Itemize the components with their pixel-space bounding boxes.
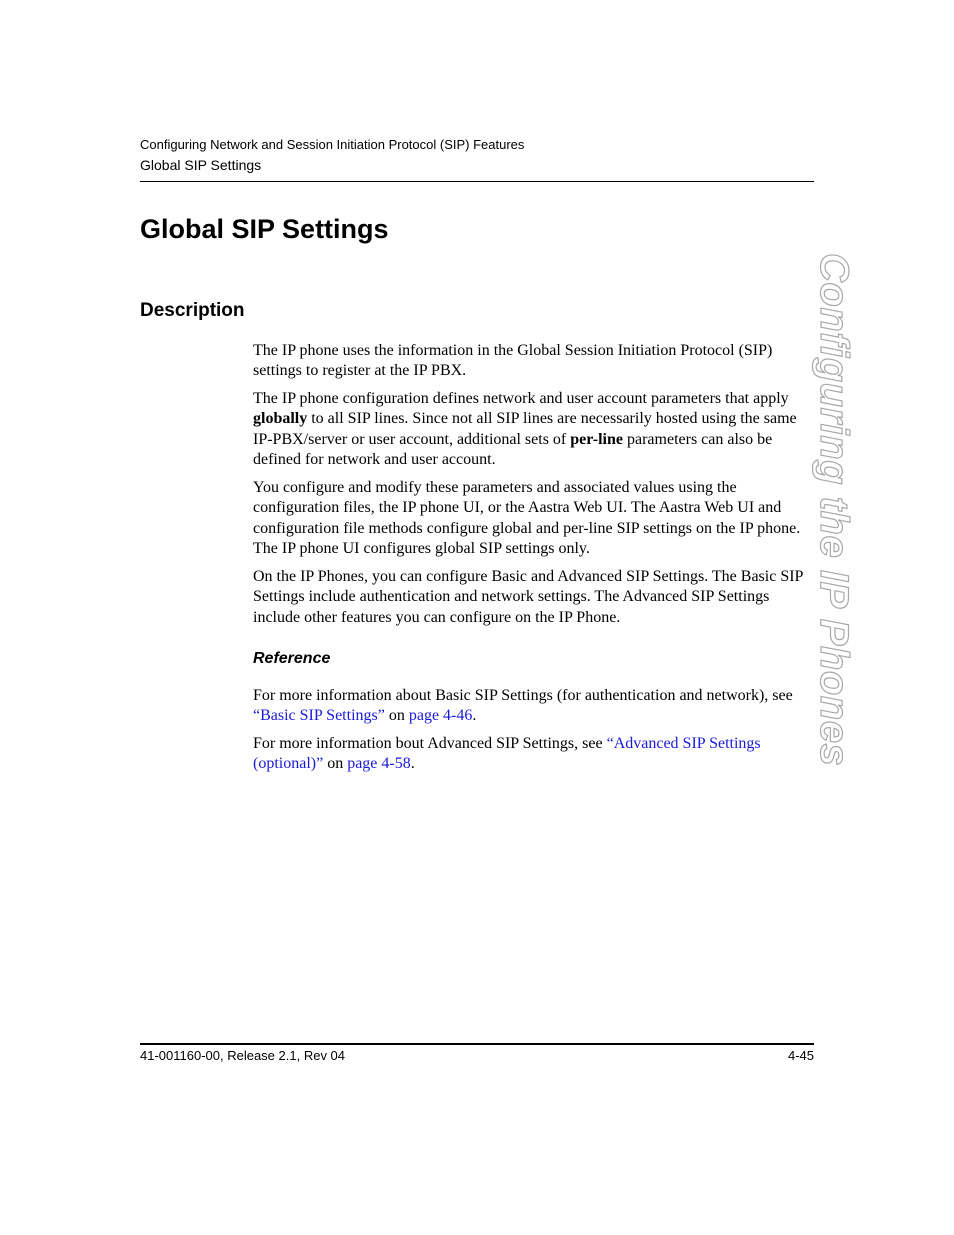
advanced-sip-settings-link[interactable]: “Advanced SIP Settings (optional)” <box>253 735 761 773</box>
description-paragraph-2 <box>253 389 815 470</box>
description-paragraph-4: On the IP Phones, you can configure Basic and Advanced SIP Settings. The Basic SIP Settings include authentication and network settings. The Advanced SIP Settings include other features you can configure on the IP Phone. <box>253 568 803 626</box>
p2-text-1: The IP phone configuration defines network and user account parameters that apply <box>253 390 789 407</box>
r2-text-3: . <box>410 755 415 773</box>
description-paragraph-1: The IP phone uses the information in the Global Session Initiation Protocol (SIP) settings to register at the IP PBX. <box>253 342 773 380</box>
r2-text-1: For more information bout Advanced SIP Settings, see <box>253 735 607 752</box>
running-header-section: Global SIP Settings <box>140 157 262 173</box>
reference-paragraph-1 <box>253 686 815 727</box>
description-paragraph-3: You configure and modify these parameters and associated values using the configuration files, the IP phone UI, or the Aastra Web UI. The Aastra Web UI and configuration file methods configure global and per-line SIP settings on the IP phone. The IP phone UI configures global SIP settings only. <box>253 479 801 557</box>
footer-document-id: 41-001160-00, Release 2.1, Rev 04 <box>140 1048 346 1063</box>
r1-text-3: . <box>472 707 477 725</box>
footer-divider <box>140 1043 814 1045</box>
globally-term: globally <box>253 410 308 428</box>
reference-paragraph-2 <box>253 734 815 775</box>
running-header-chapter: Configuring Network and Session Initiation Protocol (SIP) Features <box>140 137 525 152</box>
chapter-side-tab <box>812 253 856 767</box>
reference-heading: Reference <box>253 650 331 667</box>
header-divider <box>140 181 814 182</box>
description-heading: Description <box>140 300 245 321</box>
footer-page-number: 4-45 <box>787 1048 814 1063</box>
r1-text-2: on <box>384 707 409 725</box>
per-line-term: per-line <box>570 430 623 448</box>
r1-text-1: For more information about Basic SIP Settings (for authentication and network), see <box>253 687 793 704</box>
page-title: Global SIP Settings <box>140 214 389 244</box>
chapter-side-tab-label: Configuring the IP Phones <box>812 253 856 767</box>
page-4-46-link[interactable]: page 4-46 <box>408 707 473 725</box>
r2-text-2: on <box>323 755 348 773</box>
basic-sip-settings-link[interactable]: “Basic SIP Settings” <box>253 707 385 725</box>
p2-text-2: to all SIP lines. Since not all SIP lines are necessarily hosted using the same IP-PBX/server or user account, additional sets of <box>253 410 797 448</box>
page-4-58-link[interactable]: page 4-58 <box>347 755 411 773</box>
p2-text-3: parameters can also be defined for network and user account. <box>253 430 773 468</box>
